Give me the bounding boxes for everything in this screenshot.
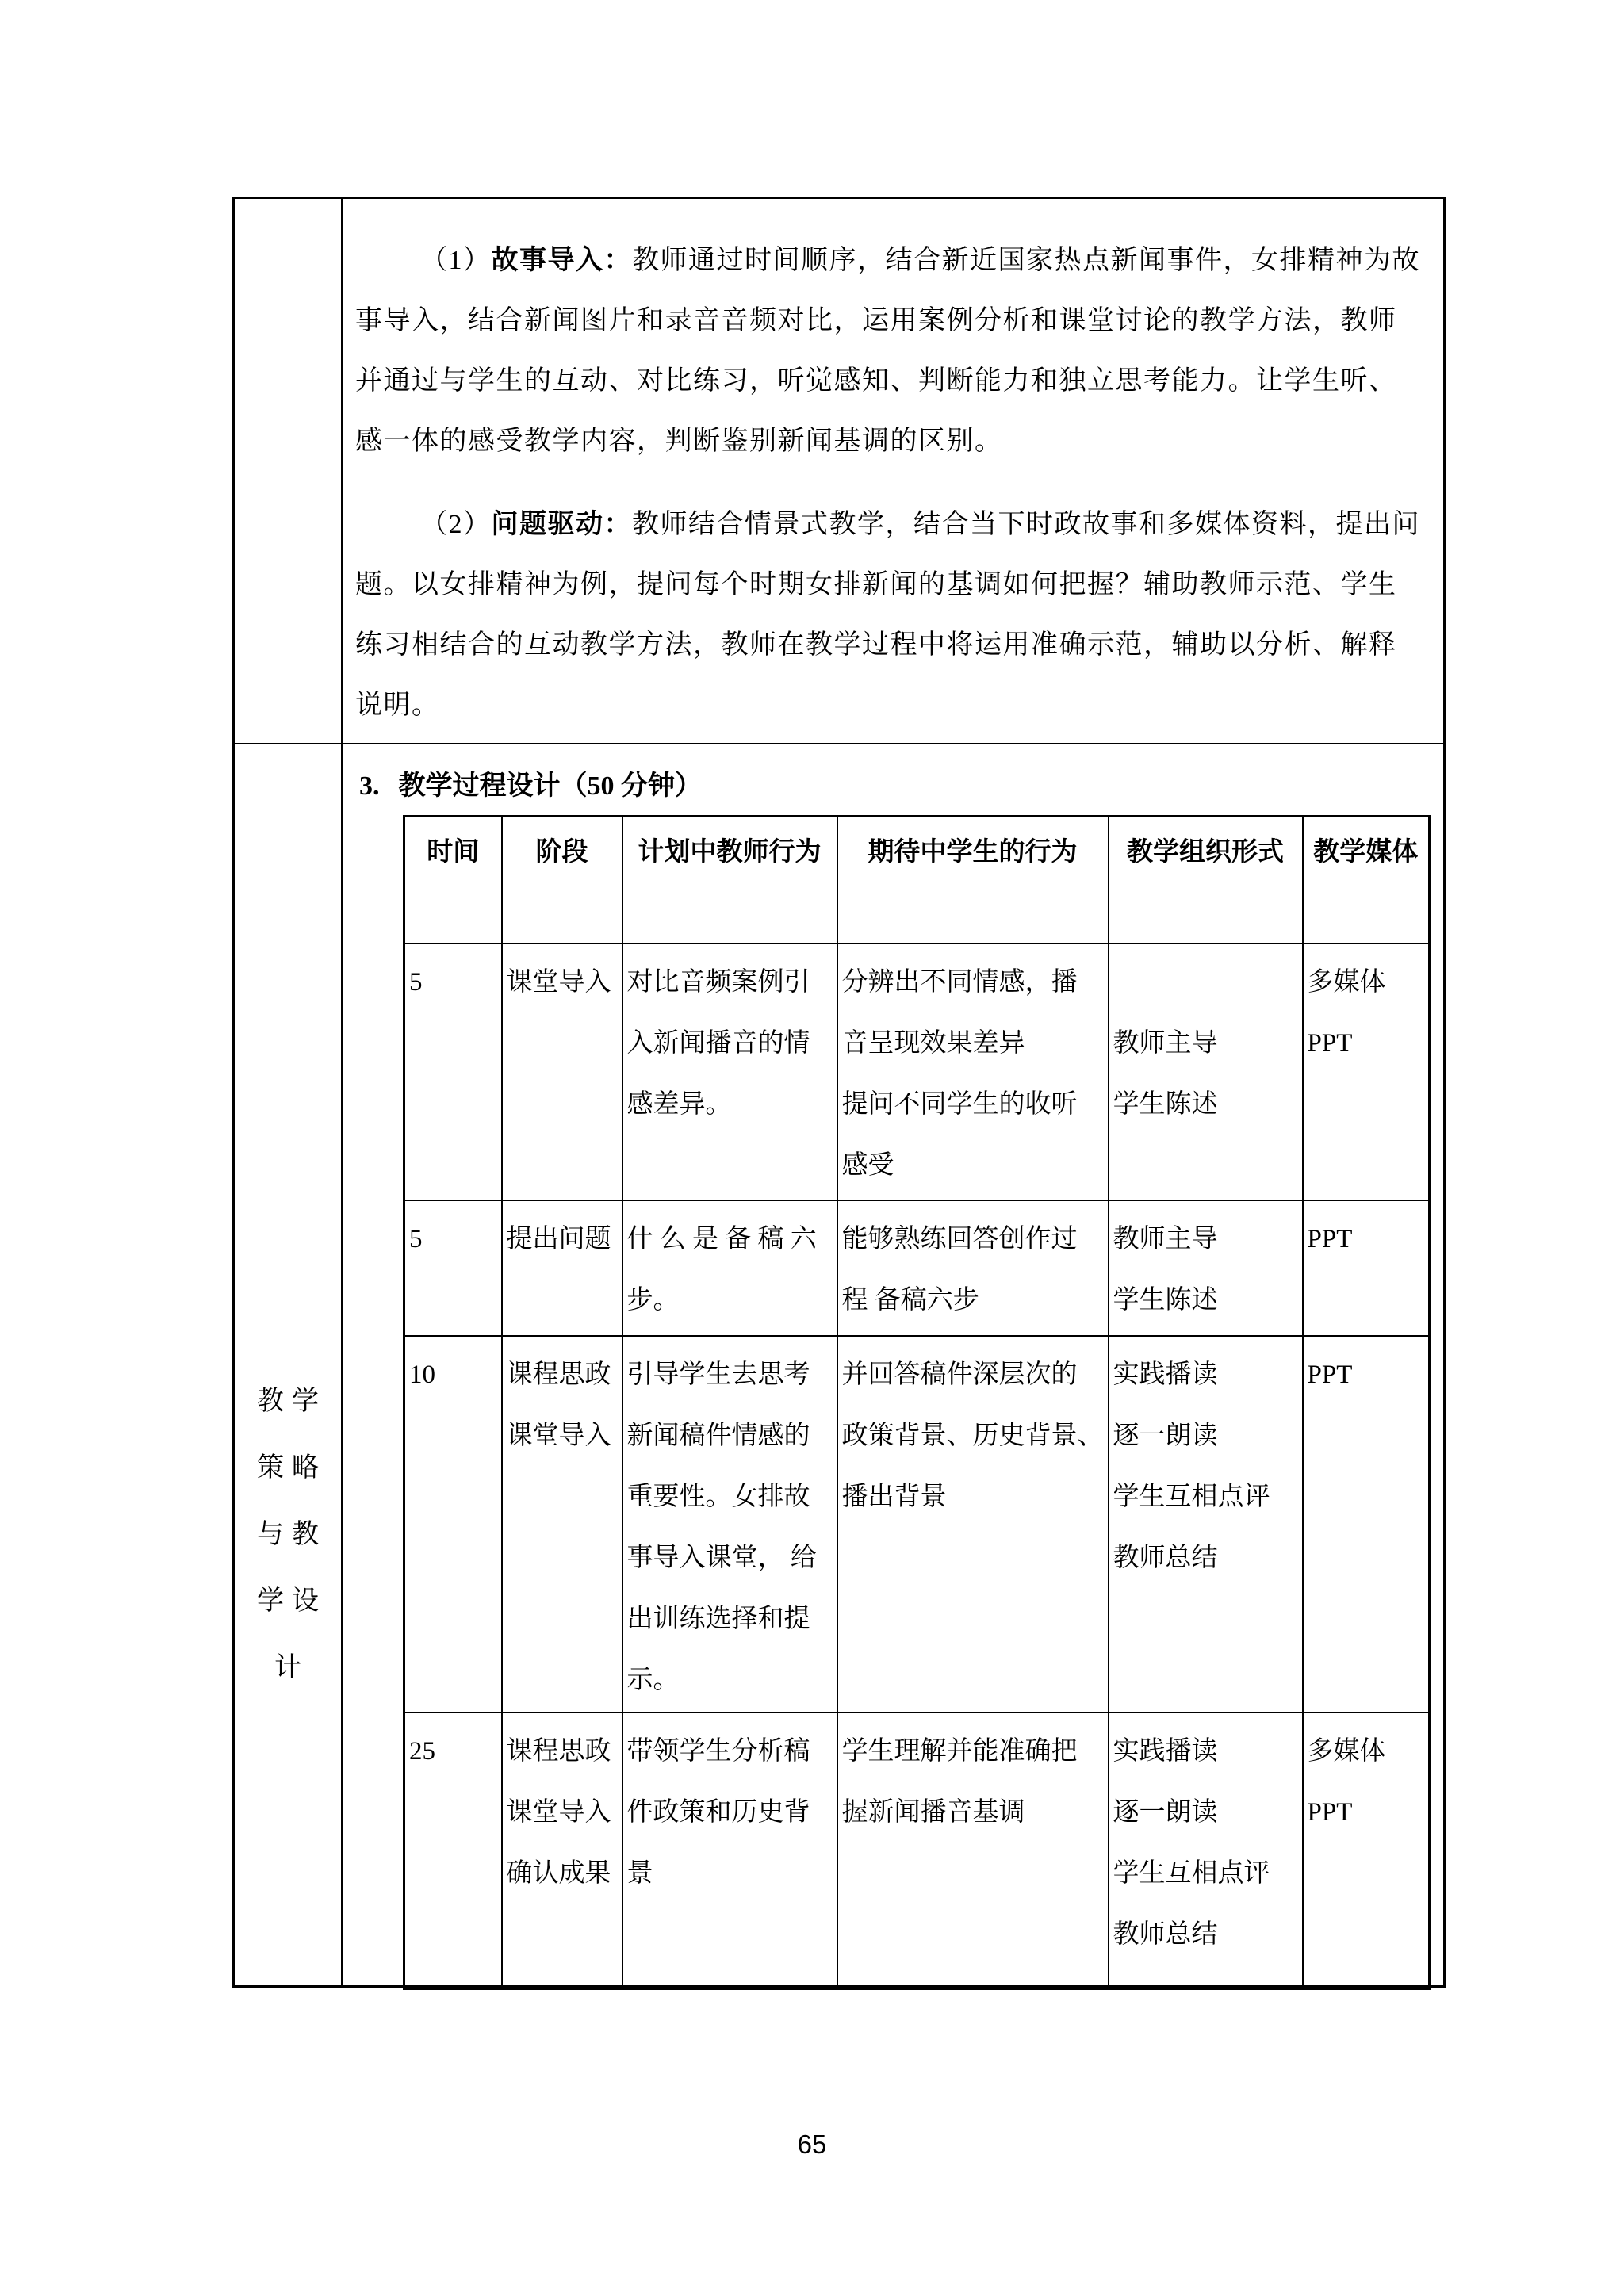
cell-line: 教师总结 [1113, 1919, 1218, 1949]
cell-line: 分辨出不同情感，播 [841, 967, 1078, 997]
paragraph-line [355, 495, 1427, 555]
row-label-line: 学设 [257, 1586, 327, 1616]
process-table-head [404, 817, 1430, 943]
cell-line: 什 么 是 备 稿 六 [626, 1224, 817, 1253]
table-cell [622, 1200, 837, 1336]
heading-text: 教学过程设计（50 分钟） [398, 771, 702, 801]
table-cell [1303, 943, 1430, 1200]
table-cell [502, 943, 622, 1200]
cell-line: 能够熟练回答创作过 [841, 1224, 1078, 1253]
table-cell [1303, 1200, 1430, 1336]
cell-line: PPT [1307, 1797, 1353, 1827]
table-row [404, 1336, 1430, 1712]
cell-line: 课程思政 [506, 1360, 611, 1389]
cell-line: 逐一朗读 [1113, 1797, 1218, 1827]
header-row [404, 817, 1430, 943]
cell-line: 景 [626, 1858, 653, 1888]
cell-line: 感受 [841, 1150, 894, 1180]
table-cell [1109, 943, 1303, 1200]
column-header: 教学媒体 [1303, 817, 1430, 943]
cell-line: 政策背景、历史背景、 [841, 1421, 1104, 1450]
paragraph-line [355, 351, 1427, 411]
cell-line: 示。 [626, 1665, 680, 1694]
text: 事导入，结合新闻图片和录音音频对比，运用案例分析和课堂讨论的教学方法，教师 [355, 306, 1397, 335]
cell-line: 并回答稿件深层次的 [841, 1360, 1078, 1389]
bold-text: 问题驱动： [491, 510, 632, 539]
cell-line: 音呈现效果差异 [841, 1028, 1025, 1058]
table-cell [837, 1200, 1109, 1336]
text: 教师通过时间顺序，结合新近国家热点新闻事件，女排精神为故 [632, 246, 1420, 275]
section-heading [359, 756, 702, 817]
table-cell [1303, 1712, 1430, 1989]
table-cell [502, 1200, 622, 1336]
text: 感一体的感受教学内容，判断鉴别新闻基调的区别。 [355, 427, 1003, 456]
paragraph [355, 231, 1427, 472]
cell-line: 5 [409, 1224, 423, 1253]
cell-line: 入新闻播音的情 [626, 1028, 810, 1058]
cell-line: 学生陈述 [1113, 1285, 1218, 1314]
table-cell [404, 1712, 502, 1989]
cell-line: 出训练选择和提 [626, 1604, 810, 1633]
outer-table-column-divider [341, 199, 343, 1985]
table-cell [1109, 1200, 1303, 1336]
cell-line: 多媒体 [1307, 1736, 1386, 1766]
cell-line: 实践播读 [1113, 1360, 1218, 1389]
cell-line: 重要性。女排故 [626, 1482, 810, 1511]
paragraph-line [355, 555, 1427, 615]
cell-line: 教师主导 [1113, 1028, 1218, 1058]
paragraph-line [355, 231, 1427, 291]
process-table [403, 815, 1431, 1990]
row-label-line: 与教 [257, 1520, 327, 1549]
cell-line: 提问不同学生的收听 [841, 1089, 1078, 1119]
table-cell [404, 1200, 502, 1336]
column-header: 教学组织形式 [1109, 817, 1303, 943]
table-cell [502, 1712, 622, 1989]
cell-line: 事导入课堂， 给 [626, 1543, 817, 1572]
cell-line: 带领学生分析稿 [626, 1736, 810, 1766]
column-header: 计划中教师行为 [622, 817, 837, 943]
table-cell [837, 1712, 1109, 1989]
table-cell [837, 943, 1109, 1200]
cell-line: 引导学生去思考 [626, 1360, 810, 1389]
cell-line: 课程思政 [506, 1736, 611, 1766]
table-cell [404, 943, 502, 1200]
table-cell [1109, 1712, 1303, 1989]
cell-line: 5 [409, 967, 423, 997]
cell-line: 逐一朗读 [1113, 1421, 1218, 1450]
cell-line: 学生互相点评 [1113, 1482, 1270, 1511]
paragraph-line [355, 291, 1427, 351]
paragraph-line [355, 675, 1427, 736]
text: 并通过与学生的互动、对比练习，听觉感知、判断能力和独立思考能力。让学生听、 [355, 366, 1397, 396]
cell-line: 教师总结 [1113, 1543, 1218, 1572]
text: 题。以女排精神为例，提问每个时期女排新闻的基调如何把握？辅助教师示范、学生 [355, 570, 1397, 599]
table-cell [837, 1336, 1109, 1712]
text: 教师结合情景式教学，结合当下时政故事和多媒体资料，提出问 [632, 510, 1420, 539]
cell-line: 程 备稿六步 [841, 1285, 979, 1314]
text: 说明。 [355, 691, 440, 720]
methods-paragraphs [355, 231, 1427, 736]
column-header: 阶段 [502, 817, 622, 943]
lesson-plan-outer-table [232, 197, 1446, 1988]
cell-line: 感差异。 [626, 1089, 732, 1119]
cell-line: 确认成果 [506, 1858, 611, 1888]
row-label-strategy-design [235, 1368, 341, 1701]
paragraph-line [355, 411, 1427, 472]
cell-line: PPT [1307, 1224, 1353, 1253]
page-number: 65 [797, 2130, 827, 2159]
text: （2） [420, 510, 492, 539]
cell-line: PPT [1307, 1028, 1353, 1058]
cell-line: 教师主导 [1113, 1224, 1218, 1253]
paragraph [355, 495, 1427, 736]
outer-table-row-divider [235, 743, 1443, 744]
cell-line: 学生互相点评 [1113, 1858, 1270, 1888]
text: 练习相结合的互动教学方法，教师在教学过程中将运用准确示范，辅助以分析、解释 [355, 630, 1397, 660]
table-row [404, 1712, 1430, 1989]
cell-line: PPT [1307, 1360, 1353, 1389]
cell-line: 握新闻播音基调 [841, 1797, 1025, 1827]
row-label-line: 计 [274, 1653, 309, 1682]
table-cell [622, 943, 837, 1200]
cell-line: 实践播读 [1113, 1736, 1218, 1766]
cell-line: 学生陈述 [1113, 1089, 1218, 1119]
table-row [404, 1200, 1430, 1336]
cell-line: 25 [409, 1736, 435, 1766]
table-cell [502, 1336, 622, 1712]
table-cell [1109, 1336, 1303, 1712]
row-label-line: 教学 [257, 1387, 327, 1416]
cell-line: 课堂导入 [506, 967, 611, 997]
table-cell [622, 1336, 837, 1712]
bold-text: 故事导入： [491, 246, 632, 275]
cell-line: 提出问题 [506, 1224, 611, 1253]
text: （1） [420, 246, 492, 275]
cell-line: 对比音频案例引 [626, 967, 810, 997]
row-label-line: 策略 [257, 1453, 327, 1483]
column-header: 时间 [404, 817, 502, 943]
table-cell [404, 1336, 502, 1712]
cell-line: 10 [409, 1360, 435, 1389]
table-cell [1303, 1336, 1430, 1712]
cell-line: 步。 [626, 1285, 680, 1314]
cell-line [1113, 952, 1300, 1013]
paragraph-line [355, 615, 1427, 675]
column-header: 期待中学生的行为 [837, 817, 1109, 943]
cell-line: 学生理解并能准确把 [841, 1736, 1078, 1766]
cell-line: 课堂导入 [506, 1797, 611, 1827]
cell-line: 课堂导入 [506, 1421, 611, 1450]
table-cell [622, 1712, 837, 1989]
cell-line: 新闻稿件情感的 [626, 1421, 810, 1450]
process-table-wrap [403, 815, 1431, 1990]
cell-line: 播出背景 [841, 1482, 947, 1511]
heading-number: 3. [359, 771, 380, 801]
process-table-body [404, 943, 1430, 1989]
cell-line: 件政策和历史背 [626, 1797, 810, 1827]
cell-line: 多媒体 [1307, 967, 1386, 997]
table-row [404, 943, 1430, 1200]
